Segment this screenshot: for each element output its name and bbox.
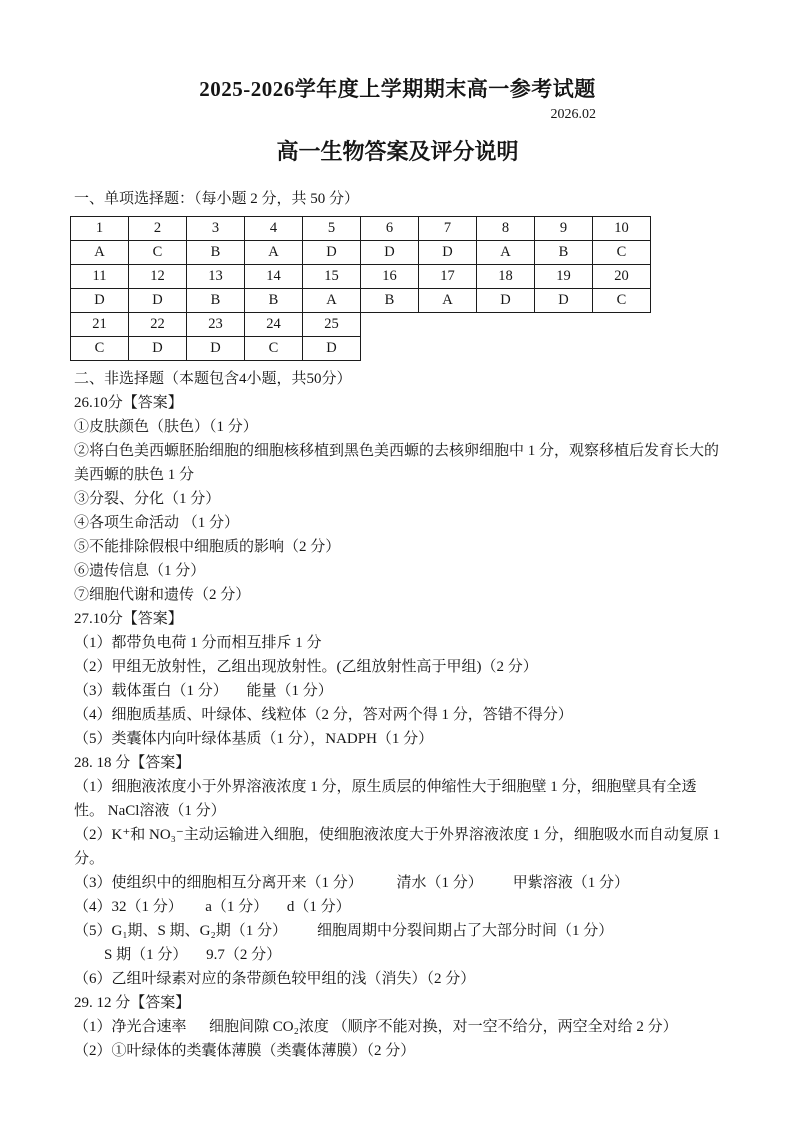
answer-letter-cell: C (593, 289, 651, 313)
answer-letter-cell: A (71, 241, 129, 265)
answer-letter-cell: B (187, 241, 245, 265)
question-number-cell: 25 (303, 313, 361, 337)
table-row-numbers-3 (71, 313, 651, 337)
section-1-heading: 一、单项选择题：（每小题 2 分，共 50 分） (74, 191, 360, 207)
table-row-answers-3 (71, 337, 651, 361)
answer-line: （2）①叶绿体的类囊体薄膜（类囊体薄膜）（2 分） (74, 1043, 416, 1059)
question-number-cell: 1 (71, 217, 129, 241)
question-number-cell: 11 (71, 265, 129, 289)
question-26-title: 26.10分【答案】 (74, 395, 183, 411)
question-number-cell: 16 (361, 265, 419, 289)
question-number-cell: 22 (129, 313, 187, 337)
question-number-cell: 23 (187, 313, 245, 337)
answer-letter-cell: D (303, 337, 361, 361)
answer-letter-cell: D (477, 289, 535, 313)
table-row-answers-2 (71, 289, 651, 313)
answer-line: ③分裂、分化（1 分） (74, 491, 221, 507)
answer-line: S 期（1 分） 9.7（2 分） (74, 947, 282, 963)
question-number-cell: 5 (303, 217, 361, 241)
answer-line: （4）32（1 分） a（1 分） d（1 分） (74, 899, 351, 915)
answer-line: （2）K⁺和 NO₃⁻主动运输进入细胞，使细胞液浓度大于外界溶液浓度 1 分，细胞吸水而自动复原 1 分。 (74, 827, 724, 867)
answer-line: ②将白色美西螈胚胎细胞的细胞核移植到黑色美西螈的去核卵细胞中 1 分，观察移植后发育长大的美西螈的肤色 1 分 (74, 443, 720, 483)
question-number-cell: 17 (419, 265, 477, 289)
answer-letter-cell: D (361, 241, 419, 265)
question-number-cell: 24 (245, 313, 303, 337)
answer-line: （1）都带负电荷 1 分而相互排斥 1 分 (74, 635, 322, 651)
answer-line: ⑤不能排除假根中细胞质的影响（2 分） (74, 539, 341, 555)
answer-line: （6）乙组叶绿素对应的条带颜色较甲组的浅（消失）（2 分） (74, 971, 476, 987)
answer-letter-cell: C (71, 337, 129, 361)
answer-line: （5）G₁期、S 期、G₂期（1 分） 细胞周期中分裂间期占了大部分时间（1 分） (74, 923, 614, 939)
answer-letter-cell: D (303, 241, 361, 265)
question-number-cell: 19 (535, 265, 593, 289)
question-number-cell: 12 (129, 265, 187, 289)
answer-line: （1）净光合速率 细胞间隙 CO₂浓度 （顺序不能对换，对一空不给分，两空全对给 2 分） (74, 1019, 678, 1035)
question-number-cell: 3 (187, 217, 245, 241)
answer-line: ④各项生命活动 （1 分） (74, 515, 240, 531)
section-2-heading: 二、非选择题（本题包含4小题，共50分） (74, 371, 352, 387)
answer-line: （3）使组织中的细胞相互分离开来（1 分） 清水（1 分） 甲紫溶液（1 分） (74, 875, 630, 891)
document-title: 2025-2026学年度上学期期末高一参考试题 (199, 77, 596, 101)
question-27-title: 27.10分【答案】 (74, 611, 183, 627)
question-number-cell: 8 (477, 217, 535, 241)
document-date: 2026.02 (550, 107, 596, 122)
document-subtitle: 高一生物答案及评分说明 (276, 139, 519, 164)
question-28-title: 28. 18 分【答案】 (74, 755, 191, 771)
table-row-answers-1 (71, 241, 651, 265)
question-number-cell: 4 (245, 217, 303, 241)
question-number-cell: 18 (477, 265, 535, 289)
answer-line: （2）甲组无放射性，乙组出现放射性。(乙组放射性高于甲组)（2 分） (74, 659, 538, 675)
answer-letter-cell: A (245, 241, 303, 265)
answer-letter-cell: D (535, 289, 593, 313)
table-row-numbers-1 (71, 217, 651, 241)
answer-letter-cell: D (129, 289, 187, 313)
question-number-cell: 9 (535, 217, 593, 241)
answer-letter-cell: A (303, 289, 361, 313)
question-number-cell: 2 (129, 217, 187, 241)
answer-letter-cell: D (129, 337, 187, 361)
answer-letter-cell: D (419, 241, 477, 265)
answer-letter-cell: B (535, 241, 593, 265)
question-number-cell: 21 (71, 313, 129, 337)
answer-line: （1）细胞液浓度小于外界溶液浓度 1 分，原生质层的伸缩性大于细胞壁 1 分，细胞壁具有全透性。 NaCl溶液（1 分） (74, 779, 697, 819)
answer-line: ⑥遗传信息（1 分） (74, 563, 206, 579)
answer-line: ①皮肤颜色（肤色）（1 分） (74, 419, 258, 435)
question-number-cell: 7 (419, 217, 477, 241)
table-row-numbers-2 (71, 265, 651, 289)
question-number-cell: 14 (245, 265, 303, 289)
question-number-cell: 13 (187, 265, 245, 289)
choice-answer-table (70, 216, 651, 361)
answer-letter-cell: B (245, 289, 303, 313)
question-number-cell: 15 (303, 265, 361, 289)
answer-letter-cell: A (419, 289, 477, 313)
answer-letter-cell: C (245, 337, 303, 361)
answer-letter-cell: D (71, 289, 129, 313)
question-29-title: 29. 12 分【答案】 (74, 995, 191, 1011)
question-number-cell: 10 (593, 217, 651, 241)
answer-letter-cell: D (187, 337, 245, 361)
answer-line: （3）载体蛋白（1 分） 能量（1 分） (74, 683, 333, 699)
question-number-cell: 6 (361, 217, 419, 241)
answer-line: ⑦细胞代谢和遗传（2 分） (74, 587, 251, 603)
answer-line: （5）类囊体内向叶绿体基质（1 分），NADPH（1 分） (74, 731, 434, 747)
answer-letter-cell: B (361, 289, 419, 313)
answer-letter-cell: C (593, 241, 651, 265)
question-number-cell: 20 (593, 265, 651, 289)
answer-letter-cell: B (187, 289, 245, 313)
answer-letter-cell: A (477, 241, 535, 265)
answer-line: （4）细胞质基质、叶绿体、线粒体（2 分，答对两个得 1 分，答错不得分） (74, 707, 573, 723)
answer-letter-cell: C (129, 241, 187, 265)
